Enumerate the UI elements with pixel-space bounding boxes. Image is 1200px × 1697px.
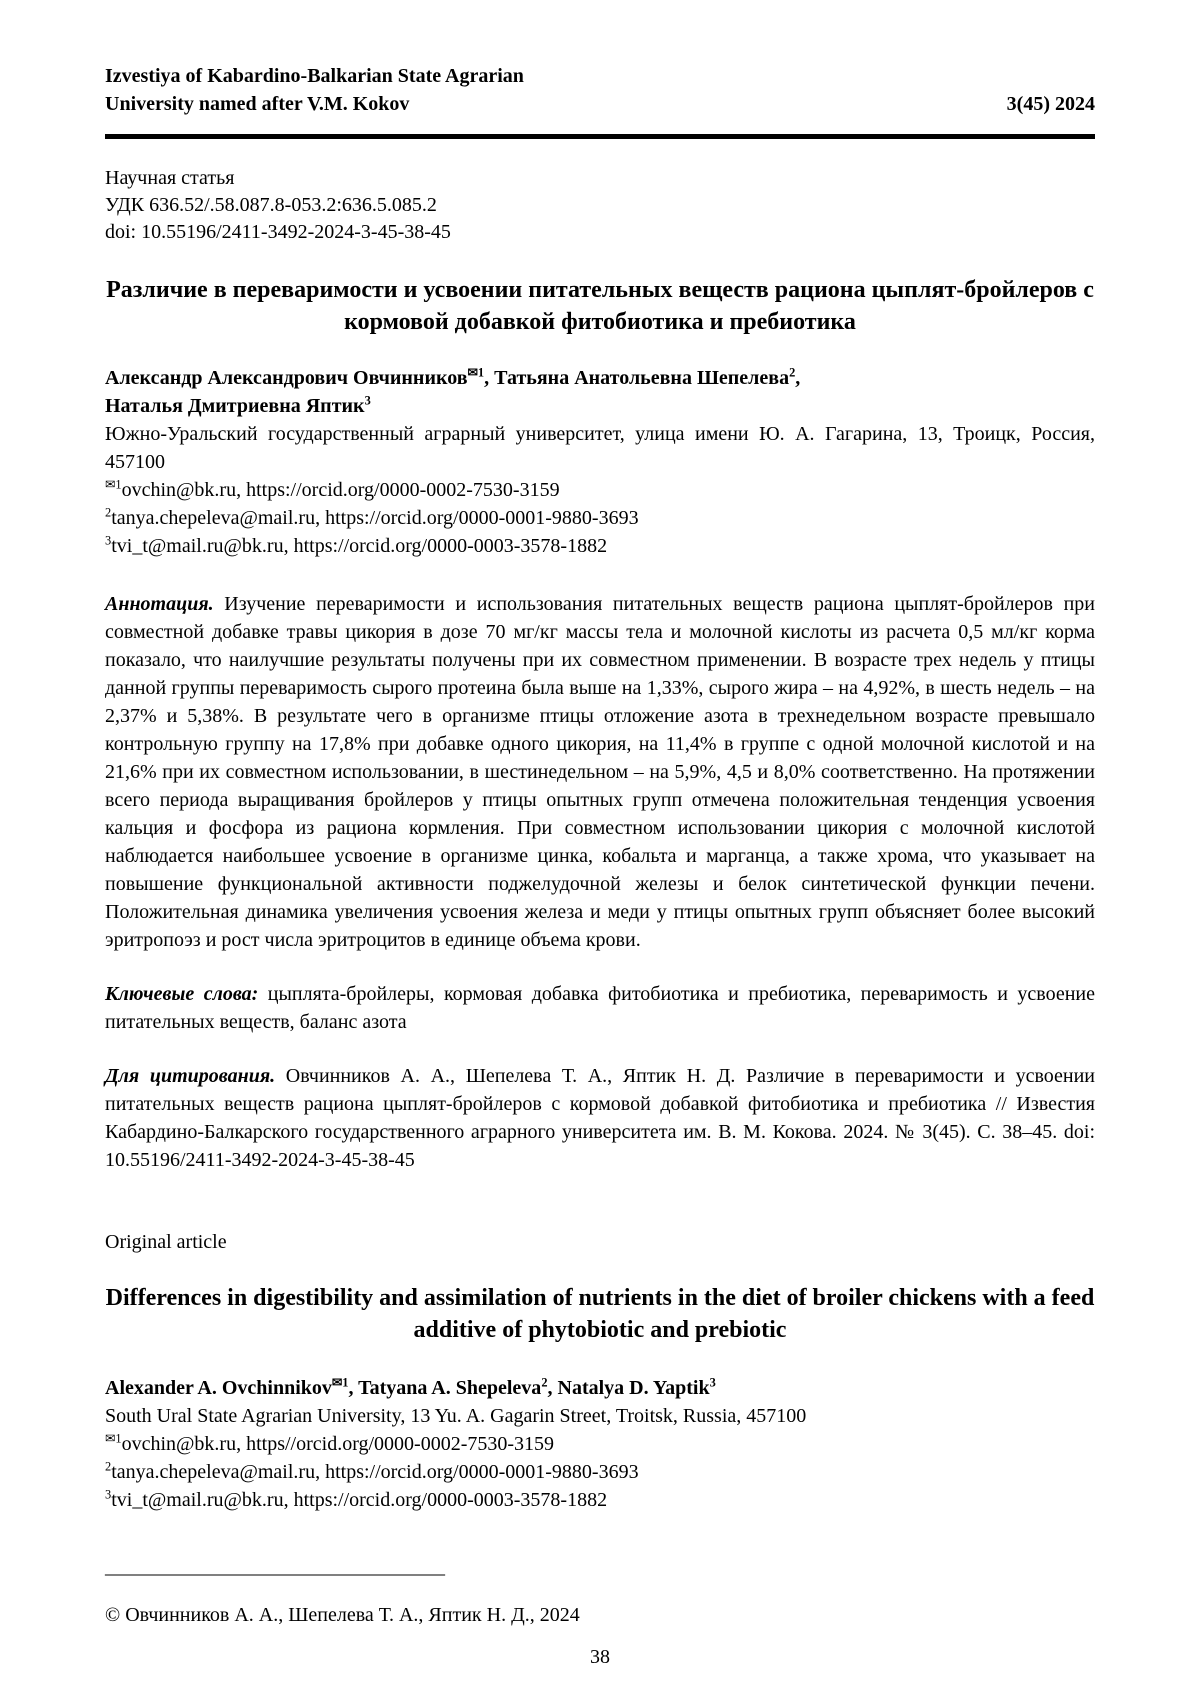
contact-line <box>105 476 1095 504</box>
header-rule <box>105 134 1095 139</box>
author-separator: , <box>795 367 801 389</box>
email-icon-superscript: ✉1 <box>467 365 485 380</box>
contact-text: tanya.chepeleva@mail.ru, https://orcid.org/0000-0001-9880-3693 <box>111 1461 639 1483</box>
keywords <box>105 980 1095 1036</box>
journal-title <box>105 62 524 118</box>
affiliation-ru: Южно-Уральский государственный аграрный университет, улица имени Ю. А. Гагарина, 13, Троицк, Россия, 457100 <box>105 423 1095 473</box>
contact-line <box>105 504 1095 532</box>
udk-number: УДК 636.52/.58.087.8-053.2:636.5.085.2 <box>105 194 437 216</box>
author-name: Alexander A. Ovchinnikov <box>105 1377 332 1399</box>
abstract <box>105 590 1095 954</box>
contact-text: tanya.chepeleva@mail.ru, https://orcid.org/0000-0001-9880-3693 <box>111 507 639 529</box>
email-icon-superscript: ✉1 <box>331 1375 349 1390</box>
citation <box>105 1062 1095 1174</box>
contact-superscript: 3 <box>105 1487 112 1502</box>
contact-line <box>105 1458 1095 1486</box>
contacts-en <box>105 1430 1095 1514</box>
contact-line <box>105 1430 1095 1458</box>
journal-title-line1: Izvestiya of Kabardino-Balkarian State Agrarian <box>105 65 524 87</box>
email-icon-superscript: ✉1 <box>105 477 122 492</box>
author-superscript: 2 <box>789 365 796 380</box>
contact-text: tvi_t@mail.ru@bk.ru, https://orcid.org/0000-0003-3578-1882 <box>111 1489 608 1511</box>
abstract-text: Изучение переваримости и использования питательных веществ рациона цыплят-бройлеров при совместной добавке травы цикория в дозе 70 мг/кг массы тела и молочной кислоты из расчета 0,5 мл/кг корма показало, что наилучшие результаты получены при их совместном применении. В возрасте трех недель у птицы данной группы переваримость сырого протеина была выше на 1,33%, сырого жира – на 4,92%, в шесть недель – на 2,37% и 5,38%. В результате чего в организме птицы отложение азота в трехнедельном возрасте превышало контрольную группу на 17,8% при добавке одного цикория, на 11,4% в группе с одной молочной кислотой и на 21,6% при их совместном использовании, в шестинедельном – на 5,9%, 4,5 и 8,0% соответственно. На протяжении всего периода выращивания бройлеров у птицы опытных групп отмечена положительная тенденция усвоения кальция и фосфора из рациона кормления. При совместном использовании цикория с молочной кислотой наблюдается наибольшее усвоение в организме цинка, кобальта и марганца, а также хрома, что указывает на повышение функциональной активности поджелудочной железы и белок синтетической функции печени. Положительная динамика увеличения усвоения железа и меди у птицы опытных групп объясняет более высокий эритропоэз и рост числа эритроцитов в единице объема крови. <box>105 593 1095 951</box>
meta-block <box>105 165 1095 246</box>
keywords-text: цыплята-бройлеры, кормовая добавка фитобиотика и пребиотика, переваримость и усвоение питательных веществ, баланс азота <box>105 983 1096 1033</box>
citation-text: Овчинников А. А., Шепелева Т. А., Яптик Н. Д. Различие в переваримости и усвоении питательных веществ рациона цыплят-бройлеров с кормовой добавкой фитобиотика и пребиотика // Известия Кабардино-Балкарского государственного аграрного университета им. В. М. Кокова. 2024. № 3(45). С. 38–45. doi: 10.55196/2411-3492-2024-3-45-38-45 <box>105 1065 1096 1171</box>
citation-label: Для цитирования. <box>105 1065 276 1087</box>
abstract-label: Аннотация. <box>105 593 214 615</box>
authors-ru-line1 <box>105 364 1095 392</box>
author-name: Александр Александрович Овчинников <box>105 367 468 389</box>
email-icon-superscript: ✉1 <box>105 1431 122 1446</box>
contacts-ru <box>105 476 1095 560</box>
article-type-en: Original article <box>105 1231 227 1253</box>
author-superscript: 2 <box>541 1375 548 1390</box>
author-superscript: 3 <box>364 393 371 408</box>
author-name: Natalya D. Yaptik <box>557 1377 710 1399</box>
contact-text: ovchin@bk.ru, https://orcid.org/0000-0002-7530-3159 <box>121 479 560 501</box>
author-separator: , <box>547 1377 558 1399</box>
contact-text: tvi_t@mail.ru@bk.ru, https://orcid.org/0000-0003-3578-1882 <box>111 535 608 557</box>
authors-en <box>105 1374 1095 1402</box>
article-type-ru: Научная статья <box>105 167 235 189</box>
authors-en-line <box>105 1374 1095 1402</box>
contact-superscript: 2 <box>105 505 112 520</box>
author-name: Tatyana A. Shepeleva <box>358 1377 542 1399</box>
doi-line: doi: 10.55196/2411-3492-2024-3-45-38-45 <box>105 221 451 243</box>
author-superscript: 3 <box>709 1375 716 1390</box>
contact-line <box>105 532 1095 560</box>
article-title-en: Differences in digestibility and assimilation of nutrients in the diet of broiler chickens with a feed additive of phytobiotic and prebiotic <box>105 1285 1095 1343</box>
contact-line <box>105 1486 1095 1514</box>
journal-header <box>105 62 1095 118</box>
author-separator: , <box>348 1377 359 1399</box>
contact-text: ovchin@bk.ru, https//orcid.org/0000-0002-7530-3159 <box>121 1433 555 1455</box>
page-number: 38 <box>590 1646 610 1668</box>
author-separator: , <box>484 367 495 389</box>
author-name: Наталья Дмитриевна Яптик <box>105 395 365 417</box>
authors-ru-line2 <box>105 392 1095 420</box>
contact-superscript: 2 <box>105 1459 112 1474</box>
journal-title-line2: University named after V.M. Kokov <box>105 93 410 115</box>
footer <box>105 1555 1095 1671</box>
contact-superscript: 3 <box>105 533 112 548</box>
issue-number: 3(45) 2024 <box>1006 93 1095 115</box>
copyright-line: © Овчинников А. А., Шепелева Т. А., Яптик Н. Д., 2024 <box>105 1604 580 1626</box>
affiliation-en: South Ural State Agrarian University, 13 Yu. A. Gagarin Street, Troitsk, Russia, 457100 <box>105 1405 807 1427</box>
article-title-ru: Различие в переваримости и усвоении питательных веществ рациона цыплят-бройлеров с кормовой добавкой фитобиотика и пребиотика <box>106 277 1094 335</box>
keywords-label: Ключевые слова: <box>105 983 259 1005</box>
author-name: Татьяна Анатольевна Шепелева <box>494 367 790 389</box>
authors-ru <box>105 364 1095 420</box>
footer-separator: __________________________________ <box>105 1556 445 1578</box>
